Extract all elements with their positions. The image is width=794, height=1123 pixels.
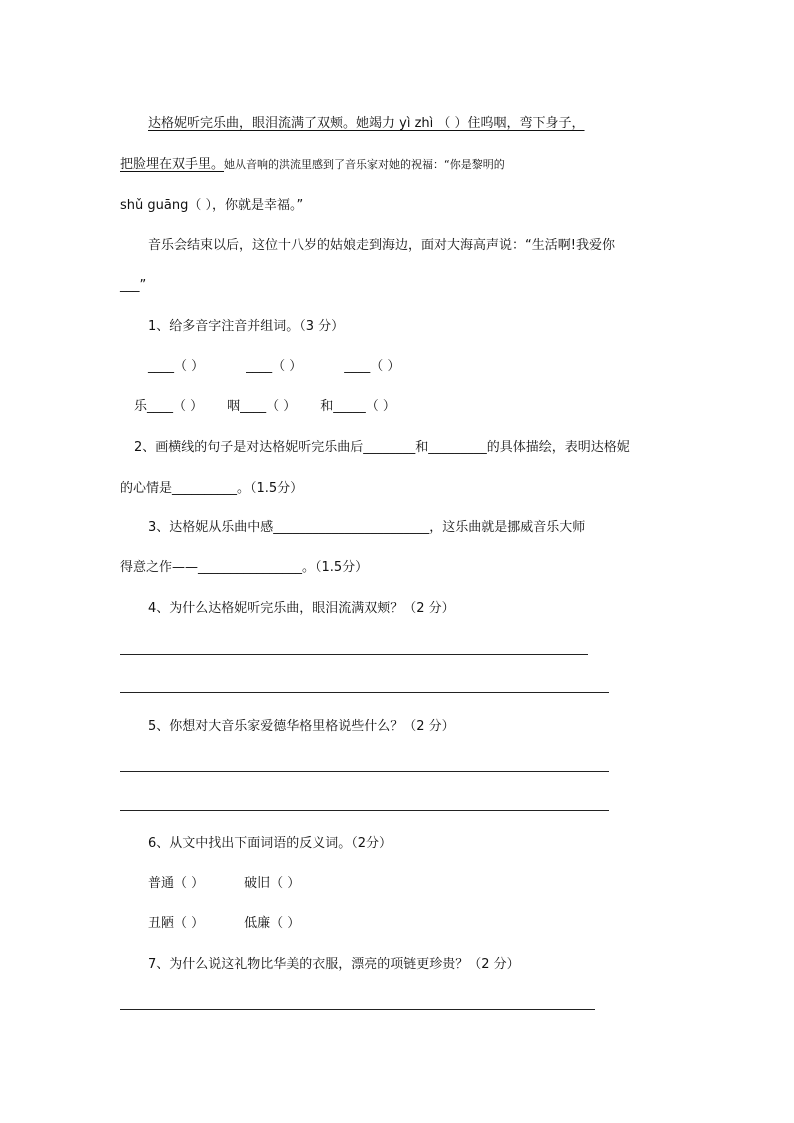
passage-line-1 xyxy=(148,116,585,132)
question-6: 6、从文中找出下面词语的反义词。（2分） xyxy=(148,836,393,851)
question-1-row-2 xyxy=(134,399,396,415)
underlined-sentence: 把脸埋在双手里。 xyxy=(120,157,225,172)
question-7: 7、为什么说这礼物比华美的衣服，漂亮的项链更珍贵？（2 分） xyxy=(148,957,520,972)
question-5: 5、你想对大音乐家爱德华格里格说些什么？（2 分） xyxy=(148,719,455,734)
question-2-line-2: 的心情是__________。（1.5分） xyxy=(120,481,304,496)
q1-word-yue: 乐____（ ） xyxy=(134,399,204,414)
question-6-row-2 xyxy=(148,916,300,932)
answer-line-q4-2 xyxy=(120,692,609,693)
q1-word-he: 和_____（ ） xyxy=(320,399,396,414)
question-6-row-1 xyxy=(148,876,300,892)
q6-word-choulou: 丑陋（ ） xyxy=(148,916,205,931)
passage-line-3-text: shǔ guāng（ ），你就是幸福。” xyxy=(120,198,304,213)
answer-line-q7-1 xyxy=(120,1009,595,1010)
q6-word-dilian: 低廉（ ） xyxy=(244,916,301,931)
question-1-row-1 xyxy=(148,359,400,375)
question-4: 4、为什么达格妮听完乐曲，眼泪流满双颊？（2 分） xyxy=(148,601,455,616)
question-3-line-2: 得意之作——________________。（1.5分） xyxy=(120,560,369,575)
passage-line-4 xyxy=(148,238,615,254)
q6-word-pojiu: 破旧（ ） xyxy=(244,876,301,891)
passage-line-2-rest: 她从音响的洪流里感到了音乐家对她的祝福：“你是黎明的 xyxy=(224,158,505,171)
question-3-line-1: 3、达格妮从乐曲中感________________________，这乐曲就是挪威音乐大师 xyxy=(148,520,586,535)
answer-line-q5-2 xyxy=(120,810,609,811)
passage-line-3 xyxy=(120,198,303,214)
passage-line-4-text: 音乐会结束以后，这位十八岁的姑娘走到海边，面对大海高声说：“生活啊!我爱你 xyxy=(148,238,615,253)
answer-line-q4-1 xyxy=(120,654,588,655)
passage-line-5 xyxy=(120,278,146,294)
passage-line-1-text: 达格妮听完乐曲，眼泪流满了双颊。她竭力 yì zhì （ ）住呜咽，弯下身子， xyxy=(148,116,585,131)
q1-blank-3: ____（ ） xyxy=(344,359,401,374)
passage-line-2 xyxy=(120,157,505,173)
q1-blank-1: ____（ ） xyxy=(148,359,205,374)
question-1: 1、给多音字注音并组词。（3 分） xyxy=(148,319,345,334)
q1-blank-2: ____（ ） xyxy=(246,359,303,374)
q1-word-yan: 咽____（ ） xyxy=(227,399,297,414)
q6-word-putong: 普通（ ） xyxy=(148,876,205,891)
question-2-line-1: 2、画横线的句子是对达格妮听完乐曲后________和_________的具体描绘，表明达格妮 xyxy=(134,440,630,455)
passage-line-5-text: ___” xyxy=(120,278,147,293)
answer-line-q5-1 xyxy=(120,771,609,772)
